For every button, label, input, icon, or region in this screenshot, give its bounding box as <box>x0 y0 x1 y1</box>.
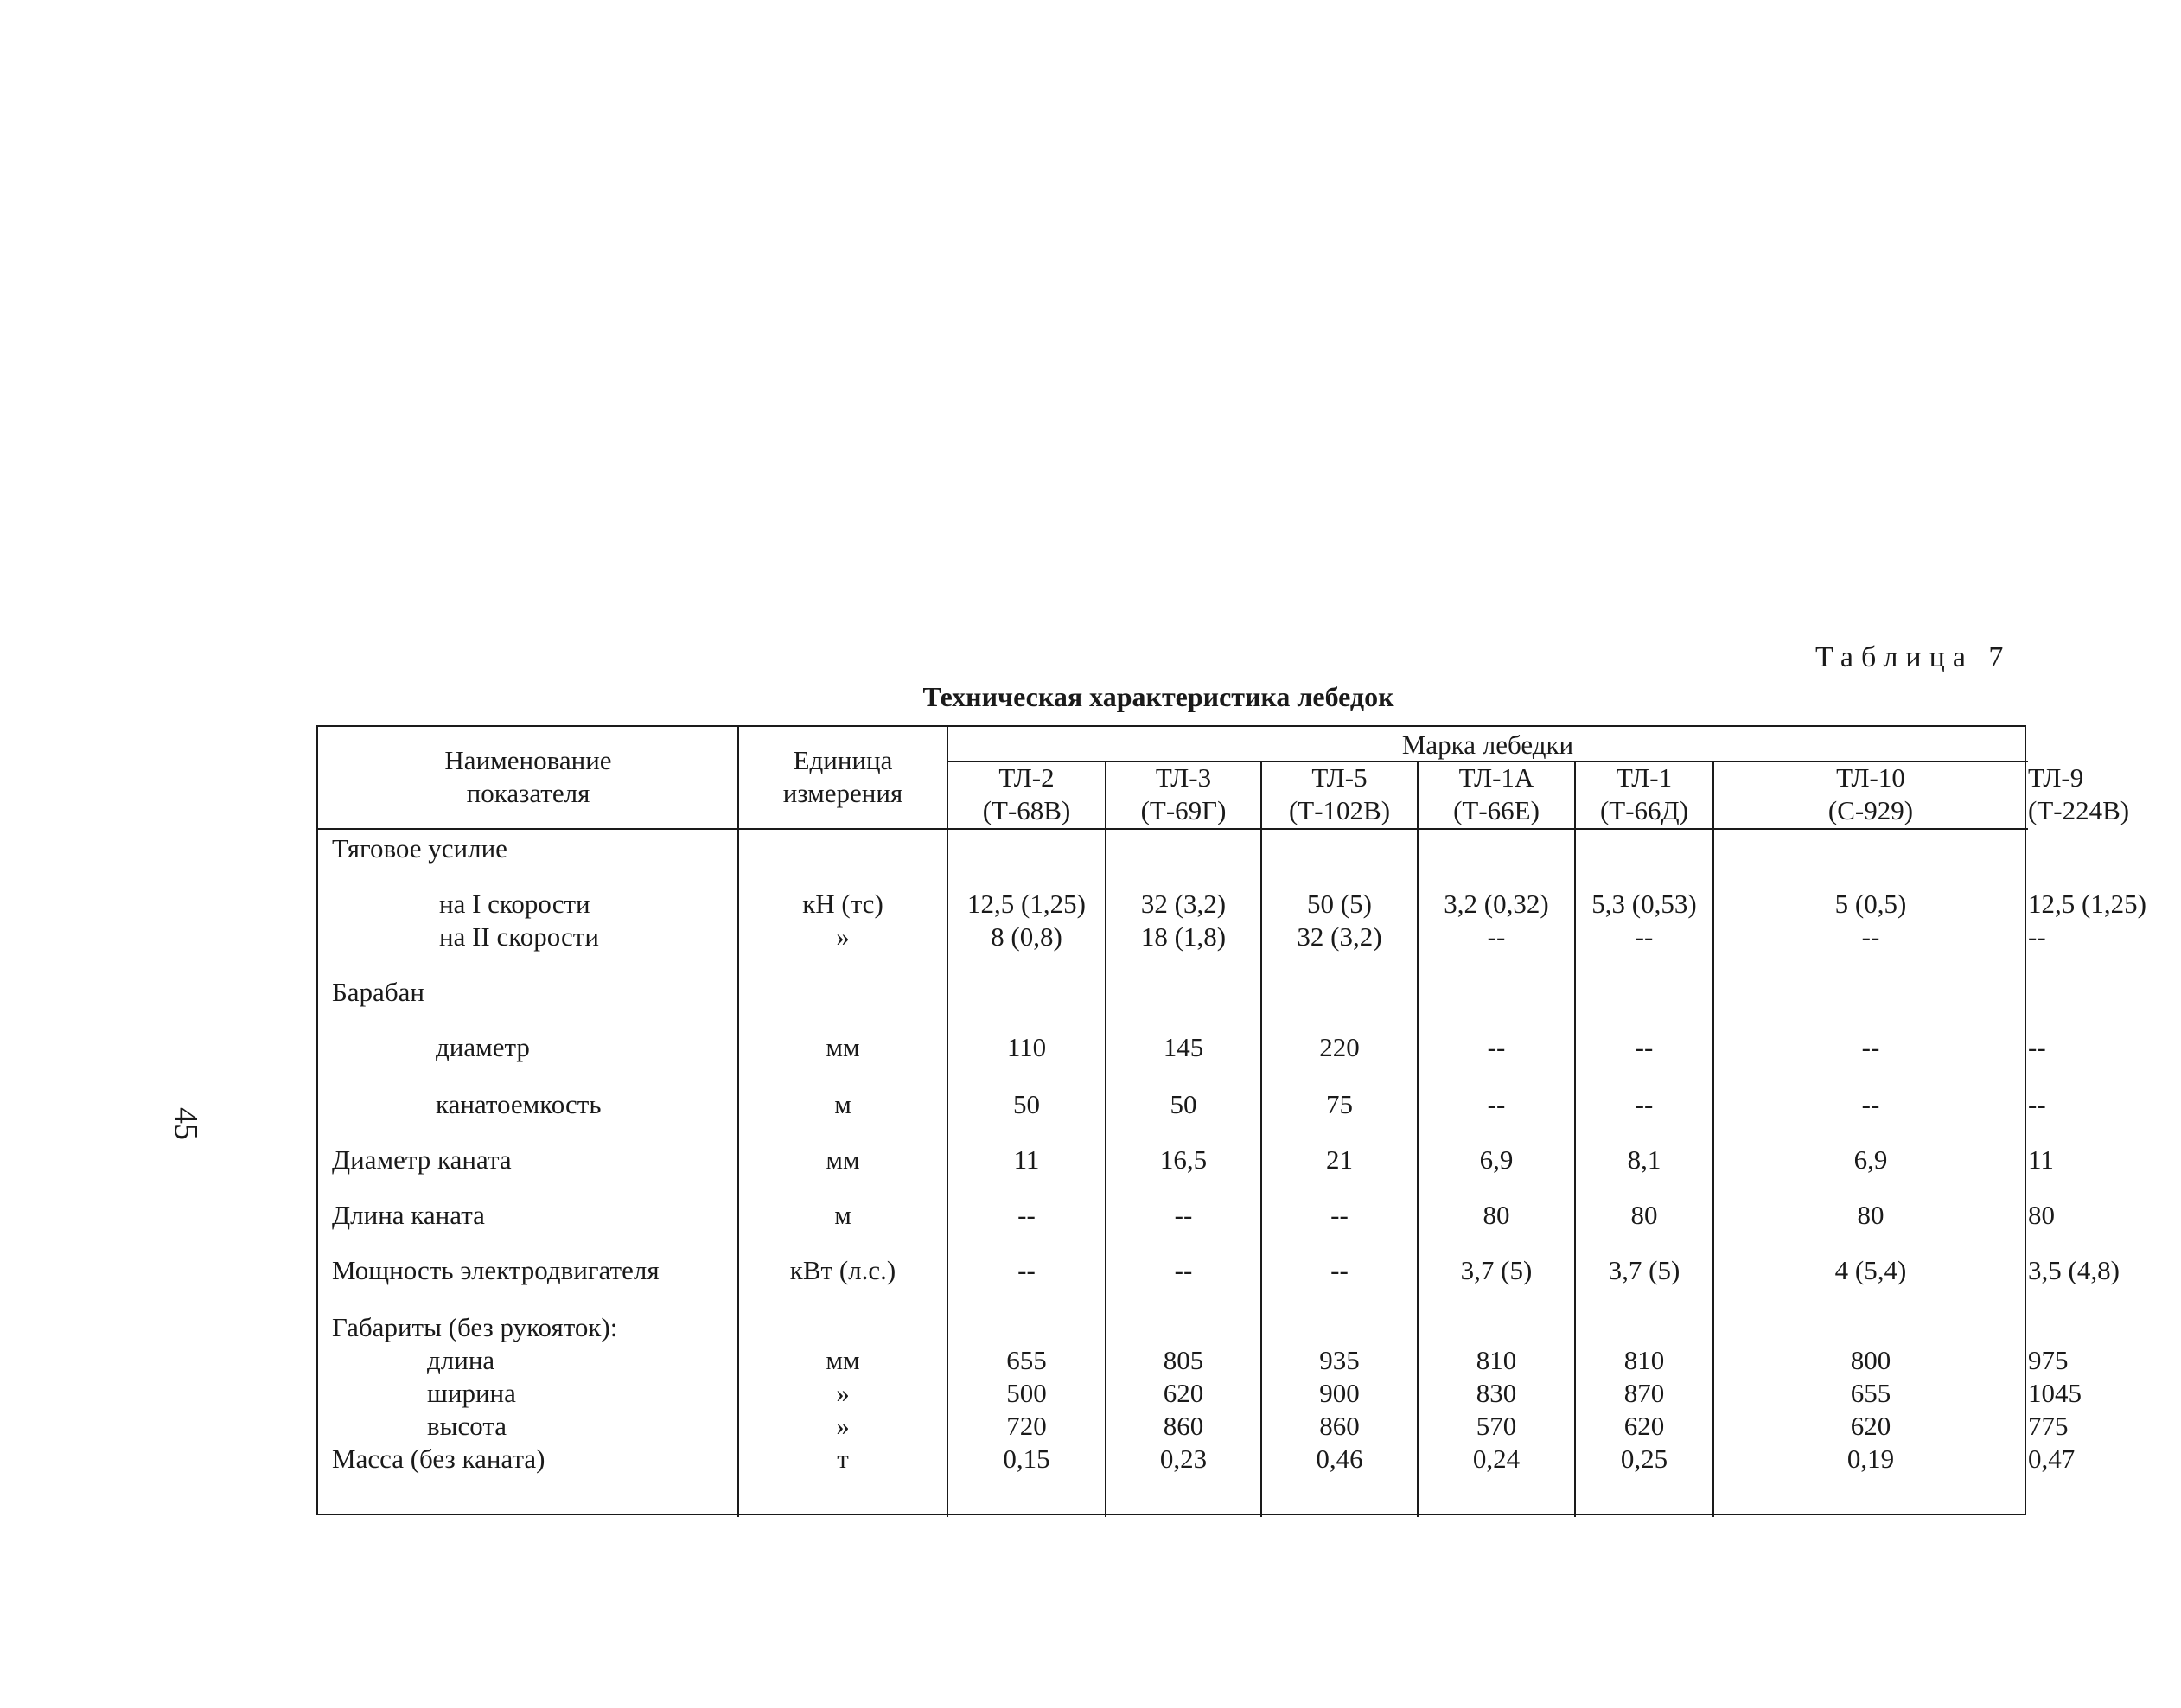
table-cell: 12,5 (1,25) <box>967 889 1086 919</box>
table-cell: 3,7 (5) <box>1608 1255 1680 1285</box>
row-label: Габариты (без рукояток): <box>332 1312 618 1342</box>
table-cell: 145 <box>1163 1032 1204 1062</box>
table-cell: 500 <box>1006 1378 1047 1408</box>
table-cell: 11 <box>2028 1144 2054 1175</box>
table-cell: 0,47 <box>2028 1444 2076 1474</box>
table-cell: 5,3 (0,53) <box>1591 889 1697 919</box>
table-cell: -- <box>1017 1200 1036 1230</box>
table-cell: 5 (0,5) <box>1834 889 1907 919</box>
header-model: ТЛ-3 <box>1155 762 1212 793</box>
row-unit: мм <box>826 1032 860 1062</box>
table-cell: 32 (3,2) <box>1140 889 1227 919</box>
header-unit-col: измерения <box>782 778 903 808</box>
table-cell: 3,2 (0,32) <box>1444 889 1549 919</box>
table-cell: -- <box>1635 1032 1654 1062</box>
table-cell: 975 <box>2028 1345 2069 1375</box>
table-cell: 21 <box>1326 1144 1353 1175</box>
table-cell: -- <box>1330 1200 1349 1230</box>
header-group: Марка лебедки <box>1401 730 1574 760</box>
table-cell: 4 (5,4) <box>1834 1255 1907 1285</box>
row-label: Масса (без каната) <box>332 1444 545 1474</box>
page-number: 45 <box>168 1107 204 1140</box>
header-divider <box>318 828 2028 830</box>
table-cell: 810 <box>1623 1345 1665 1375</box>
table-cell: 16,5 <box>1159 1144 1208 1175</box>
header-model: ТЛ-5 <box>1311 762 1368 793</box>
row-label: Тяговое усилие <box>332 833 507 864</box>
header-model: (Т-224В) <box>2028 795 2130 825</box>
table-cell: 6,9 <box>1853 1144 1888 1175</box>
table-cell: 0,23 <box>1159 1444 1208 1474</box>
table-cell: 935 <box>1319 1345 1360 1375</box>
table-cell: 860 <box>1163 1411 1204 1441</box>
header-model: ТЛ-2 <box>998 762 1055 793</box>
table-cell: 0,24 <box>1472 1444 1521 1474</box>
header-model: (С-929) <box>1827 795 1914 825</box>
table-cell: 11 <box>1013 1144 1040 1175</box>
table-cell: 620 <box>1850 1411 1891 1441</box>
header-model: ТЛ-1 <box>1616 762 1673 793</box>
table-cell: 50 (5) <box>1307 889 1372 919</box>
row-unit: мм <box>826 1345 860 1375</box>
table-cell: 620 <box>1623 1411 1665 1441</box>
table-cell: 1045 <box>2028 1378 2082 1408</box>
table-cell: -- <box>2028 1089 2046 1119</box>
row-unit: м <box>834 1200 851 1230</box>
table-cell: 3,5 (4,8) <box>2028 1255 2120 1285</box>
table-cell: 80 <box>1630 1200 1658 1230</box>
row-unit: кН (тс) <box>802 889 883 919</box>
table-cell: 570 <box>1476 1411 1517 1441</box>
row-label: Мощность электродвигателя <box>332 1255 660 1285</box>
table-cell: 8,1 <box>1627 1144 1661 1175</box>
table-cell: 0,25 <box>1620 1444 1668 1474</box>
table-cell: 18 (1,8) <box>1140 921 1227 952</box>
header-model: (Т-102В) <box>1288 795 1391 825</box>
row-unit: » <box>836 921 850 952</box>
header-model: (Т-69Г) <box>1140 795 1227 825</box>
table-cell: -- <box>1861 921 1880 952</box>
header-model: ТЛ-10 <box>1836 762 1905 793</box>
row-label: на I скорости <box>439 889 590 919</box>
table-cell: -- <box>1487 1089 1506 1119</box>
row-label: Диаметр каната <box>332 1144 512 1175</box>
table-cell: -- <box>1487 1032 1506 1062</box>
table-cell: 80 <box>1483 1200 1510 1230</box>
row-unit: » <box>836 1411 850 1441</box>
header-model: (Т-68В) <box>982 795 1071 825</box>
table-cell: 110 <box>1006 1032 1047 1062</box>
table-cell: -- <box>1635 1089 1654 1119</box>
row-label: канатоемкость <box>436 1089 602 1119</box>
table-cell: 6,9 <box>1479 1144 1514 1175</box>
table-cell: 655 <box>1850 1378 1891 1408</box>
table-cell: 3,7 (5) <box>1460 1255 1533 1285</box>
table-cell: 620 <box>1163 1378 1204 1408</box>
table-cell: -- <box>2028 1032 2046 1062</box>
table-cell: 800 <box>1850 1345 1891 1375</box>
table-cell: -- <box>1635 921 1654 952</box>
header-name-col: показателя <box>466 778 590 808</box>
header-model: (Т-66Д) <box>1599 795 1689 825</box>
table-cell: -- <box>1487 921 1506 952</box>
header-name-col: Наименование <box>444 745 612 775</box>
table-cell: -- <box>1861 1089 1880 1119</box>
table-cell: 860 <box>1319 1411 1360 1441</box>
row-label: Длина каната <box>332 1200 485 1230</box>
row-unit: » <box>836 1378 850 1408</box>
table-cell: 220 <box>1319 1032 1360 1062</box>
table-cell: 720 <box>1006 1411 1047 1441</box>
row-label: ширина <box>427 1378 516 1408</box>
table-cell: 0,46 <box>1316 1444 1363 1474</box>
row-unit: м <box>834 1089 851 1119</box>
table-cell: 830 <box>1476 1378 1517 1408</box>
table-cell: 80 <box>2028 1200 2055 1230</box>
row-label: высота <box>427 1411 507 1441</box>
table-cell: 900 <box>1319 1378 1360 1408</box>
table-label: Таблица 7 <box>1815 641 2012 673</box>
table-cell: 805 <box>1163 1345 1204 1375</box>
table-cell: 0,19 <box>1846 1444 1895 1474</box>
header-model: ТЛ-9 <box>2028 762 2084 793</box>
row-unit: т <box>837 1444 849 1474</box>
table-cell: 32 (3,2) <box>1297 921 1382 952</box>
row-label: на II скорости <box>439 921 599 952</box>
table-cell: -- <box>1017 1255 1036 1285</box>
table-cell: -- <box>1861 1032 1880 1062</box>
row-label: Барабан <box>332 977 424 1007</box>
row-label: длина <box>427 1345 495 1375</box>
header-unit-col: Единица <box>793 745 893 775</box>
table-cell: 870 <box>1623 1378 1665 1408</box>
table-cell: -- <box>1174 1255 1193 1285</box>
table-cell: 655 <box>1006 1345 1047 1375</box>
table-cell: 80 <box>1857 1200 1884 1230</box>
row-unit: кВт (л.с.) <box>789 1255 896 1285</box>
table-cell: 775 <box>2028 1411 2069 1441</box>
table-cell: 50 <box>1170 1089 1197 1119</box>
table-cell: 8 (0,8) <box>991 921 1062 952</box>
table-cell: -- <box>1174 1200 1193 1230</box>
table-cell: 50 <box>1013 1089 1040 1119</box>
header-model: (Т-66Е) <box>1453 795 1540 825</box>
row-unit: мм <box>826 1144 860 1175</box>
table-frame <box>316 725 2146 1515</box>
table-title: Техническая характеристика лебедок <box>922 681 1394 712</box>
table-cell: 75 <box>1326 1089 1353 1119</box>
table-cell: 810 <box>1476 1345 1517 1375</box>
row-label: диаметр <box>436 1032 530 1062</box>
table-cell: 12,5 (1,25) <box>2028 889 2146 919</box>
header-model: ТЛ-1А <box>1458 762 1534 793</box>
table-cell: 0,15 <box>1003 1444 1050 1474</box>
table-cell: -- <box>2028 921 2046 952</box>
table-cell: -- <box>1330 1255 1349 1285</box>
